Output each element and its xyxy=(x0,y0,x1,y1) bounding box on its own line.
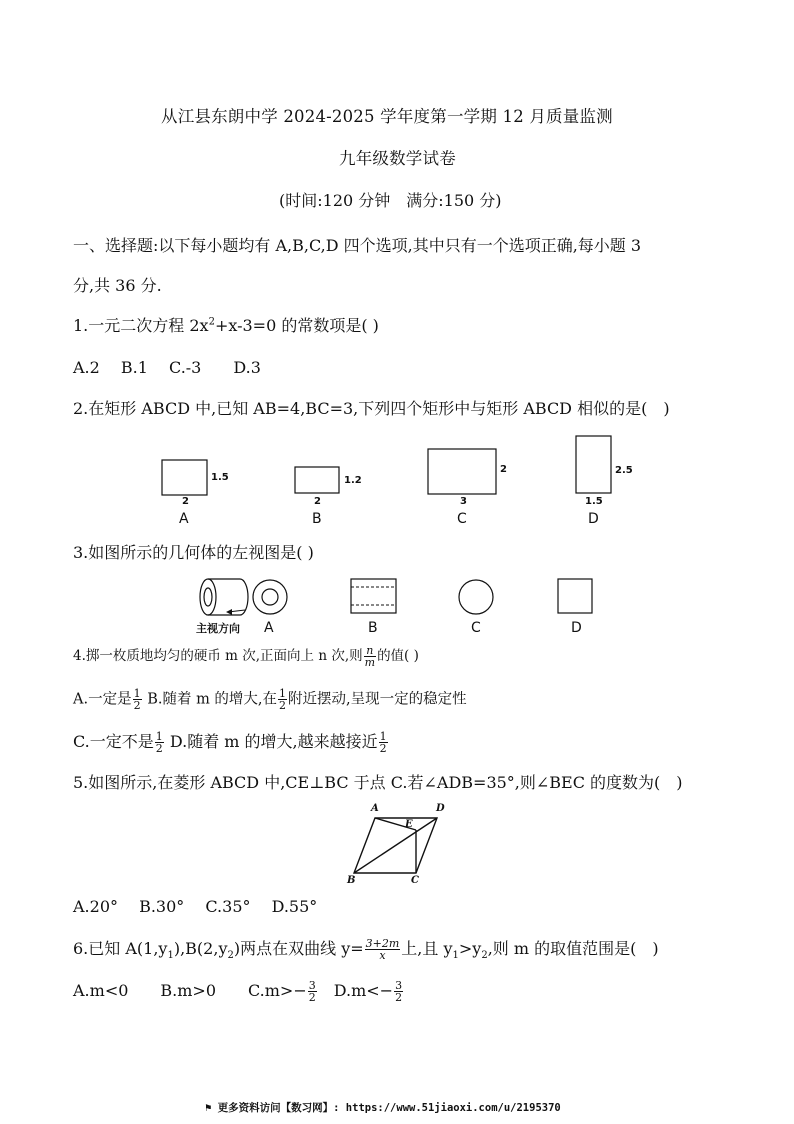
fraction-hyperbola: $\frac{3+2m}{x}$ xyxy=(365,937,400,962)
fraction-half: $\frac{1}{2}$ xyxy=(133,687,141,712)
rect-a-height: 1.5 xyxy=(211,472,229,483)
point-label-a: A xyxy=(371,803,379,814)
view-option-d xyxy=(558,579,592,613)
rect-figure-a xyxy=(162,460,207,495)
main-view-direction-label: 主视方向 xyxy=(196,622,240,635)
cylinder-solid xyxy=(200,579,248,615)
section-instructions-line2: 分,共 36 分. xyxy=(73,276,162,295)
point-label-d: D xyxy=(436,803,445,814)
question-1-stem: 1.一元二次方程 $2x^2+x-3=0$ 的常数项是( ) xyxy=(73,316,379,335)
fraction-half: $\frac{1}{2}$ xyxy=(279,687,287,712)
view-option-b xyxy=(351,579,396,613)
rect-b-letter: B xyxy=(312,511,322,527)
question-6-options: A.m<0 B.m>0 C.m>− $\frac{3}{2}$ D.m<− $\frac{3}{2}$ xyxy=(73,979,403,1004)
exam-subtitle: 九年级数学试卷 xyxy=(339,149,456,168)
rect-c-letter: C xyxy=(457,511,467,527)
question-6-stem: 6.已知 $A(1,y_1),B(2,y_2)$两点在双曲线 y= $\frac{3+2m}{x}$ 上,且 $y_1>y_2$,则 m 的取值范围是( ) xyxy=(73,937,659,962)
rect-c-height: 2 xyxy=(500,464,507,475)
question-4-options-cd: C.一定不是 $\frac{1}{2}$ D.随着 m 的增大,越来越接近 $\frac{1}{2}$ xyxy=(73,730,387,755)
question-4-options-ab: A.一定是 $\frac{1}{2}$ B.随着 m 的增大,在 $\frac{1}{2}$ 附近摆动,呈现一定的稳定性 xyxy=(73,687,467,712)
rect-d-width: 1.5 xyxy=(585,496,603,507)
rect-figure-b xyxy=(295,467,339,493)
fraction-half: $\frac{1}{2}$ xyxy=(379,730,387,755)
section-instructions-line1: 一、选择题:以下每小题均有 A,B,C,D 四个选项,其中只有一个选项正确,每小题 3 xyxy=(73,236,642,255)
question-4-stem: 4.掷一枚质地均匀的硬币 m 次,正面向上 n 次,则 $\frac{n}{m}$ 的值( ) xyxy=(73,644,419,669)
exam-title: 从江县东朗中学 2024-2025 学年度第一学期 12 月质量监测 xyxy=(161,107,613,126)
footer-link[interactable]: ⚑ 更多资料访问【数习网】: https://www.51jiaoxi.com/u/2195370 xyxy=(205,1102,561,1114)
rect-c-width: 3 xyxy=(460,496,467,507)
view-label-d: D xyxy=(571,620,582,636)
rect-d-height: 2.5 xyxy=(615,465,633,476)
question-5-options: A.20° B.30° C.35° D.55° xyxy=(73,897,318,916)
point-label-c: C xyxy=(411,875,419,886)
question-1-options: A.2 B.1 C.-3 D.3 xyxy=(73,358,261,377)
fraction-three-halves: $\frac{3}{2}$ xyxy=(308,979,316,1004)
question-5-stem: 5.如图所示,在菱形 ABCD 中,CE⊥BC 于点 C.若∠ADB=35°,则∠BEC 的度数为( ) xyxy=(73,773,683,792)
rect-figure-d xyxy=(576,436,611,493)
rect-figure-c xyxy=(428,449,496,494)
view-option-c xyxy=(459,580,493,614)
question-2-stem: 2.在矩形 ABCD 中,已知 AB=4,BC=3,下列四个矩形中与矩形 ABCD 相似的是( ) xyxy=(73,399,670,418)
view-label-c: C xyxy=(471,620,481,636)
rhombus-diagram xyxy=(354,818,437,873)
point-label-e: E xyxy=(405,819,413,830)
rect-d-letter: D xyxy=(588,511,599,527)
question-3-stem: 3.如图所示的几何体的左视图是( ) xyxy=(73,543,314,562)
view-option-a xyxy=(253,580,287,614)
fraction-n-over-m: $\frac{n}{m}$ xyxy=(364,644,376,669)
rect-a-width: 2 xyxy=(182,496,189,507)
rect-b-height: 1.2 xyxy=(344,475,362,486)
point-label-b: B xyxy=(347,875,356,886)
view-label-b: B xyxy=(368,620,378,636)
fraction-three-halves: $\frac{3}{2}$ xyxy=(395,979,403,1004)
fraction-half: $\frac{1}{2}$ xyxy=(155,730,163,755)
exam-time-info: (时间:120 分钟 满分:150 分) xyxy=(279,191,502,210)
rect-a-letter: A xyxy=(179,511,189,527)
flag-icon: ⚑ xyxy=(205,1102,212,1114)
view-label-a: A xyxy=(264,620,274,636)
rect-b-width: 2 xyxy=(314,496,321,507)
